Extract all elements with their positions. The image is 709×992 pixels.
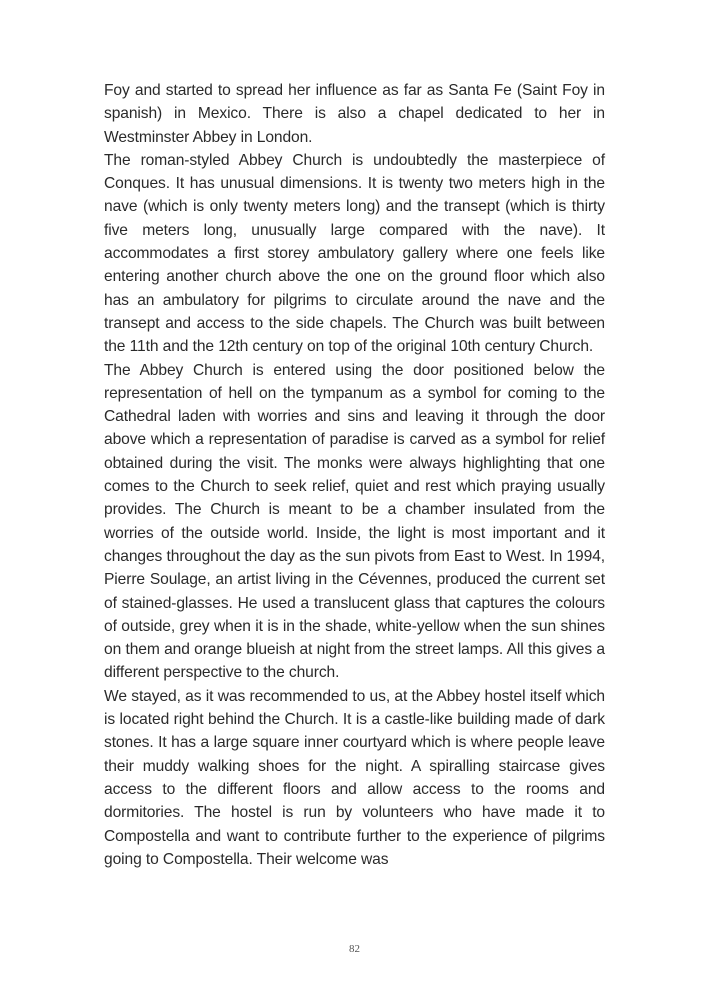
paragraph-santa-foy: Foy and started to spread her influence as far as Santa Fe (Saint Foy in spanish) in Mexico. There is also a chapel dedicated to her in Westminster Abbey in London. xyxy=(104,82,605,146)
paragraph-church-entrance: The Abbey Church is entered using the door positioned below the representation of hell on the tympanum as a symbol for coming to the Cathedral laden with worries and sins and leaving it through the door above which a representation of paradise is carved as a symbol for relief obtained during the visit. The monks were always highlighting that one comes to the Church to seek relief, quiet and rest which praying usually provides. The Church is meant to be a chamber insulated from the worries of the outside world. Inside, the light is most important and it changes throughout the day as the sun pivots from East to West. In 1994, Pierre Soulage, an artist living in the Cévennes, produced the current set of stained-glasses. He used a translucent glass that captures the colours of outside, grey when it is in the shade, white-yellow when the sun shines on them and orange blueish at night from the street lamps. All this gives a different perspective to the church. xyxy=(104,361,605,682)
paragraph-abbey-church: The roman-styled Abbey Church is undoubtedly the masterpiece of Conques. It has unusual dimensions. It is twenty two meters high in the nave (which is only twenty meters long) and the transept (which is thirty five meters long, unusually large compared with the nave). It accommodates a first storey ambulatory gallery where one feels like entering another church above the one on the ground floor which also has an ambulatory for pilgrims to circulate around the nave and the transept and access to the side chapels. The Church was built between the 11th and the 12th century on top of the original 10th century Church. xyxy=(104,151,605,356)
paragraph-abbey-hostel: We stayed, as it was recommended to us, at the Abbey hostel itself which is located right behind the Church. It is a castle-like building made of dark stones. It has a large square inner courtyard which is where people leave their muddy walking shoes for the night. A spiralling staircase gives access to the different floors and allow access to the rooms and dormitories. The hostel is run by volunteers who have made it to Compostella and want to contribute further to the experience of pilgrims going to Compostella. Their welcome was xyxy=(104,687,605,868)
body-text xyxy=(104,79,605,871)
page-number: 82 xyxy=(349,943,360,955)
